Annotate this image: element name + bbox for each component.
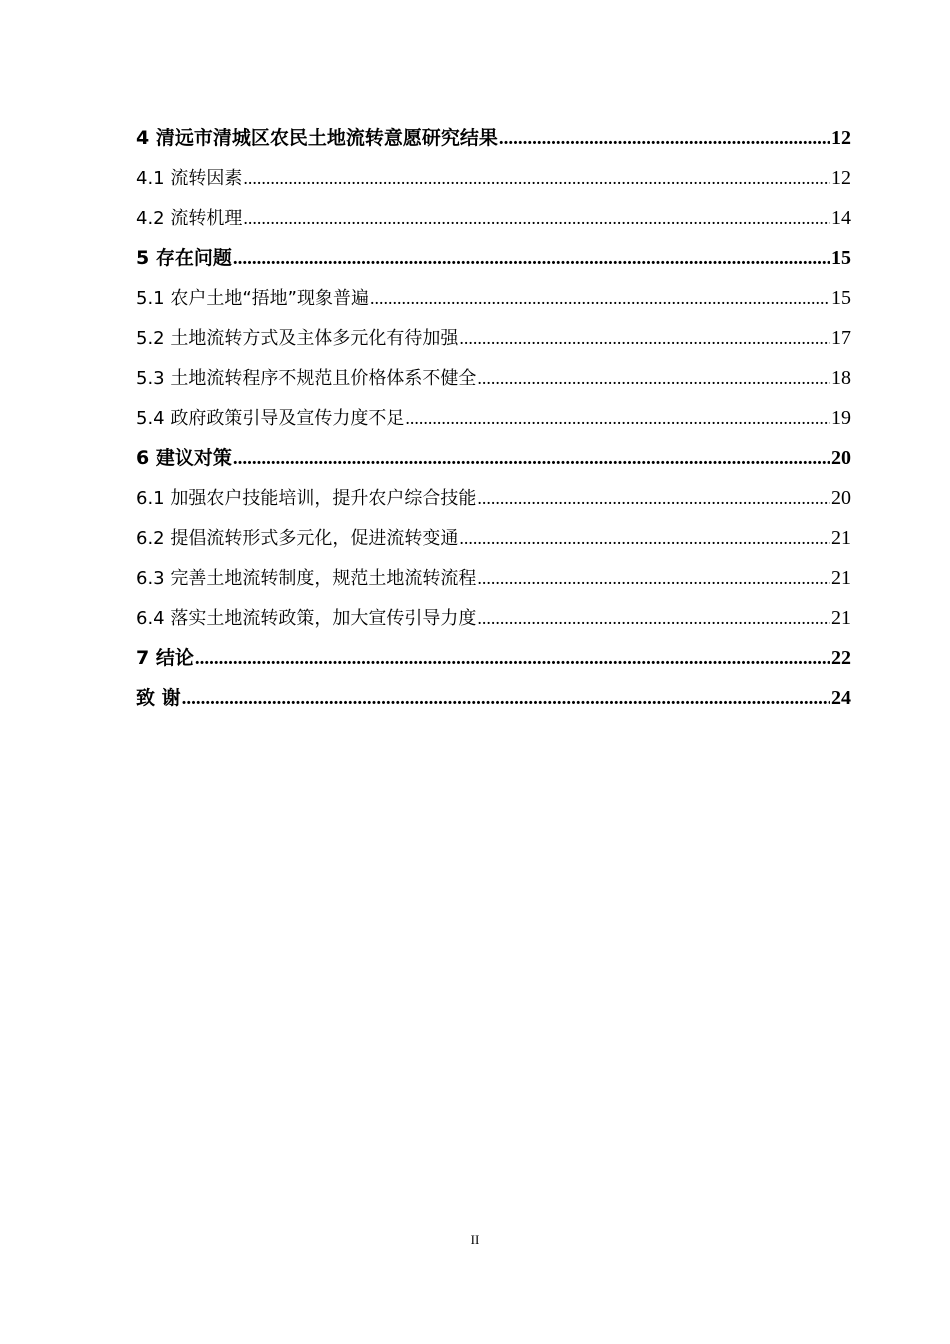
- toc-entry-title: 6.1 加强农户技能培训，提升农户综合技能: [136, 488, 477, 509]
- toc-entry-title: 6.3 完善土地流转制度，规范土地流转流程: [136, 568, 477, 589]
- toc-dot-leader: [233, 439, 830, 479]
- toc-entry-page: 14: [831, 207, 851, 229]
- toc-entry-page: 22: [831, 647, 851, 669]
- toc-entry-page: 21: [831, 607, 851, 629]
- toc-entry-acknowledgements[interactable]: [136, 678, 851, 718]
- toc-dot-leader: [370, 278, 830, 318]
- toc-dot-leader: [182, 679, 830, 719]
- toc-entry-section-5-3[interactable]: [136, 358, 851, 398]
- toc-entry-page: 21: [831, 567, 851, 589]
- toc-entry-title: 5.1 农户土地“捂地”现象普遍: [136, 288, 369, 309]
- toc-entry-title: 5 存在问题: [136, 247, 232, 269]
- toc-dot-leader: [499, 119, 830, 159]
- toc-entry-section-4-1[interactable]: [136, 158, 851, 198]
- toc-entry-section-6-2[interactable]: [136, 518, 851, 558]
- toc-entry-page: 12: [831, 167, 851, 189]
- toc-entry-page: 20: [831, 447, 851, 469]
- toc-entry-section-6-1[interactable]: [136, 478, 851, 518]
- toc-entry-section-5-4[interactable]: [136, 398, 851, 438]
- toc-entry-title: 5.2 土地流转方式及主体多元化有待加强: [136, 328, 459, 349]
- toc-entry-title: 4.1 流转因素: [136, 168, 243, 189]
- toc-entry-chapter-6[interactable]: [136, 438, 851, 478]
- toc-dot-leader: [477, 478, 830, 518]
- toc-entry-title: 5.3 土地流转程序不规范且价格体系不健全: [136, 368, 477, 389]
- toc-entry-title: 4 清远市清城区农民土地流转意愿研究结果: [136, 127, 498, 149]
- toc-entry-page: 15: [831, 287, 851, 309]
- toc-entry-page: 17: [831, 327, 851, 349]
- toc-dot-leader: [477, 558, 830, 598]
- toc-dot-leader: [243, 158, 830, 198]
- toc-entry-section-5-2[interactable]: [136, 318, 851, 358]
- toc-dot-leader: [477, 358, 830, 398]
- toc-dot-leader: [195, 639, 830, 679]
- toc-entry-title: 4.2 流转机理: [136, 208, 243, 229]
- page-number: II: [470, 1232, 480, 1247]
- toc-entry-chapter-7[interactable]: [136, 638, 851, 678]
- toc-entry-chapter-5[interactable]: [136, 238, 851, 278]
- toc-entry-page: 12: [831, 127, 851, 149]
- toc-entry-title: 6.4 落实土地流转政策，加大宣传引导力度: [136, 608, 477, 629]
- toc-entry-chapter-4[interactable]: [136, 118, 851, 158]
- toc-entry-title: 7 结论: [136, 647, 194, 669]
- toc-entry-title: 6 建议对策: [136, 447, 232, 469]
- toc-entry-section-5-1[interactable]: [136, 278, 851, 318]
- toc-entry-page: 18: [831, 367, 851, 389]
- toc-entry-section-6-4[interactable]: [136, 598, 851, 638]
- toc-entry-section-4-2[interactable]: [136, 198, 851, 238]
- toc-entry-page: 15: [831, 247, 851, 269]
- toc-dot-leader: [243, 198, 830, 238]
- toc-dot-leader: [233, 239, 830, 279]
- toc-entry-page: 21: [831, 527, 851, 549]
- table-of-contents: [136, 118, 851, 718]
- toc-entry-title: 5.4 政府政策引导及宣传力度不足: [136, 408, 405, 429]
- toc-entry-title: 6.2 提倡流转形式多元化，促进流转变通: [136, 528, 459, 549]
- toc-entry-page: 24: [831, 687, 851, 709]
- toc-entry-page: 20: [831, 487, 851, 509]
- toc-entry-page: 19: [831, 407, 851, 429]
- toc-dot-leader: [459, 518, 830, 558]
- toc-dot-leader: [459, 318, 830, 358]
- toc-entry-title: 致 谢: [136, 687, 181, 709]
- toc-dot-leader: [477, 598, 830, 638]
- toc-entry-section-6-3[interactable]: [136, 558, 851, 598]
- toc-dot-leader: [405, 398, 830, 438]
